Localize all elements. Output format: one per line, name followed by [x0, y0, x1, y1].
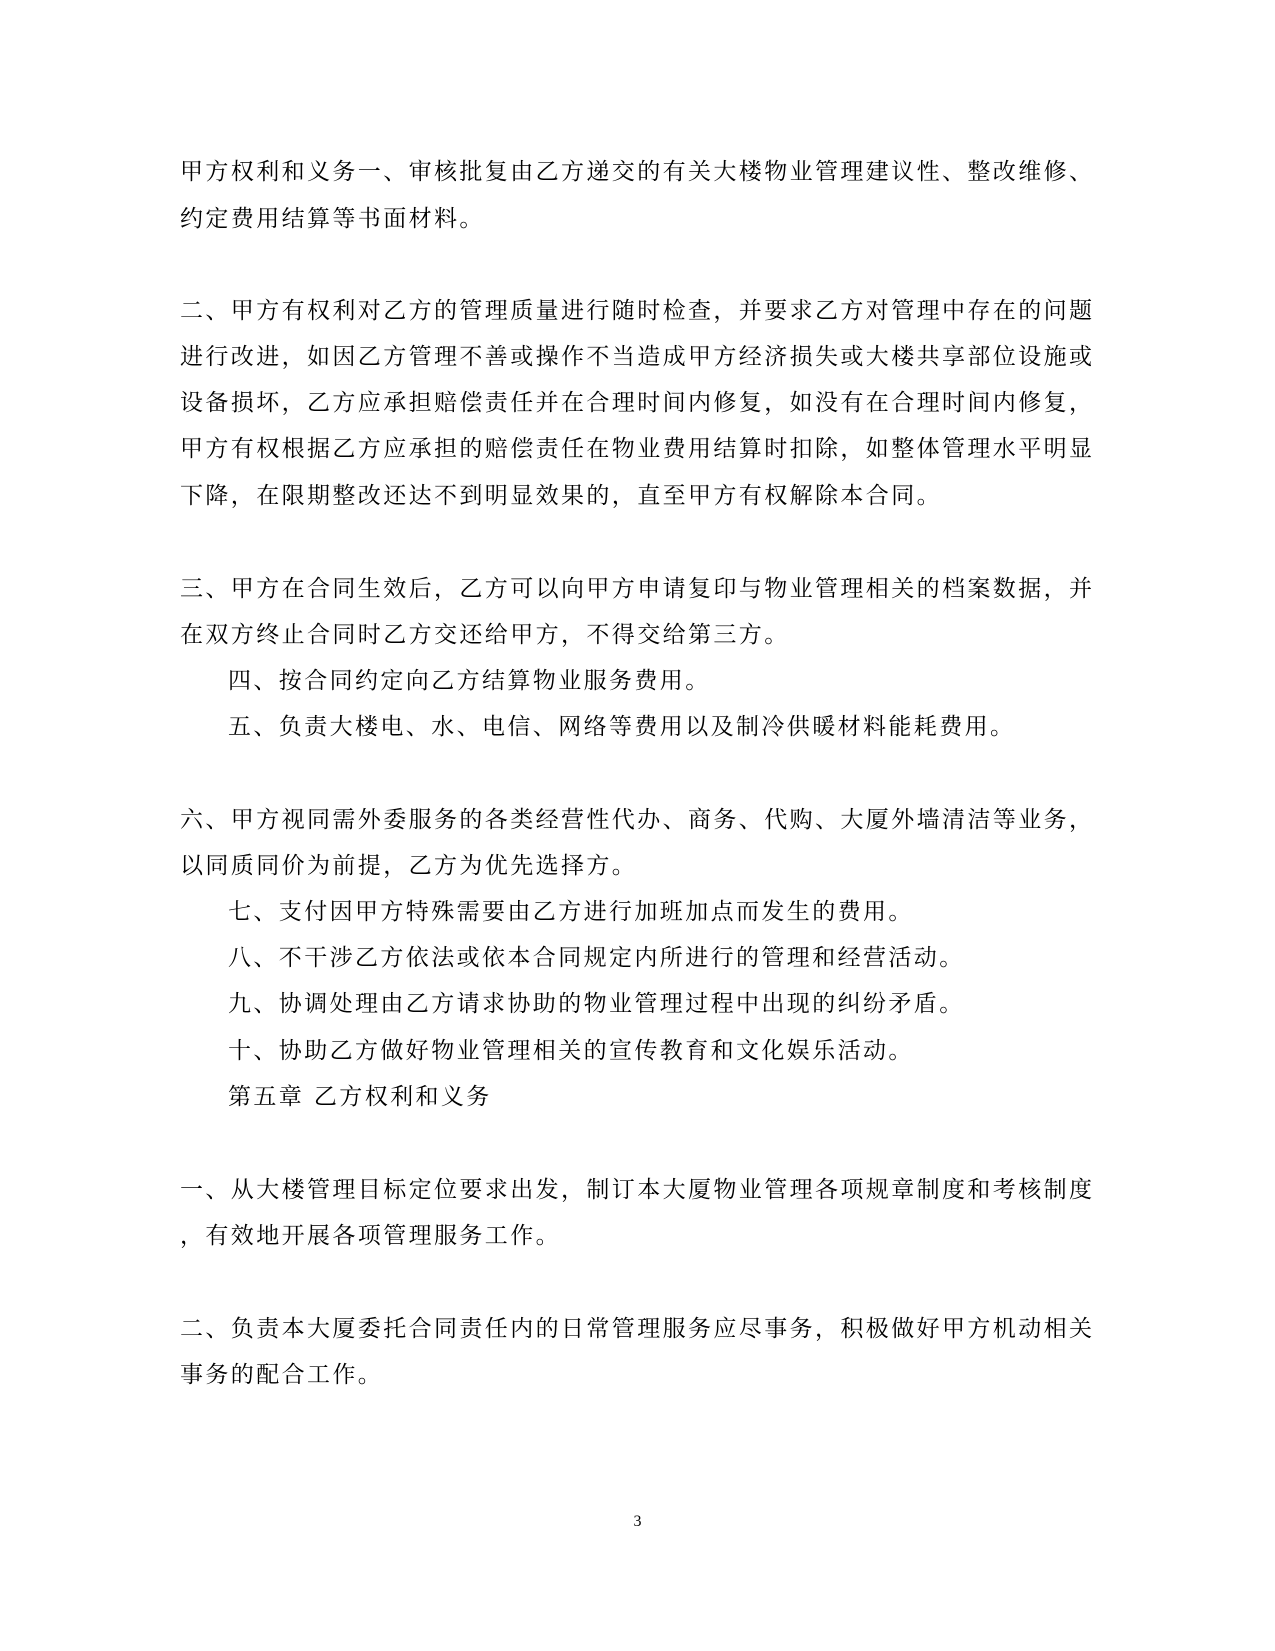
text-line: 事务的配合工作。: [180, 1362, 384, 1388]
text-line: 二、负责本大厦委托合同责任内的日常管理服务应尽事务，积极做好甲方机动相关: [180, 1316, 1095, 1342]
text-line: 六、甲方视同需外委服务的各类经营性代办、商务、代购、大厦外墙清洁等业务，: [180, 807, 1095, 833]
text-line: 以同质同价为前提，乙方为优先选择方。: [180, 853, 638, 879]
text-line: 五、负责大楼电、水、电信、网络等费用以及制冷供暖材料能耗费用。: [228, 714, 1016, 740]
text-line: ，有效地开展各项管理服务工作。: [180, 1223, 561, 1249]
text-line: 约定费用结算等书面材料。: [180, 206, 485, 232]
text-line: 三、甲方在合同生效后，乙方可以向甲方申请复印与物业管理相关的档案数据，并: [180, 576, 1095, 602]
chapter-heading: 第五章 乙方权利和义务: [228, 1084, 492, 1110]
text-line: 甲方权利和义务一、审核批复由乙方递交的有关大楼物业管理建议性、整改维修、: [180, 159, 1095, 185]
text-line: 四、按合同约定向乙方结算物业服务费用。: [228, 668, 711, 694]
text-line: 十、协助乙方做好物业管理相关的宣传教育和文化娱乐活动。: [228, 1038, 914, 1064]
text-line: 七、支付因甲方特殊需要由乙方进行加班加点而发生的费用。: [228, 899, 914, 925]
text-line: 在双方终止合同时乙方交还给甲方，不得交给第三方。: [180, 622, 790, 648]
text-line: 二、甲方有权利对乙方的管理质量进行随时检查，并要求乙方对管理中存在的问题: [180, 298, 1095, 324]
text-line: 九、协调处理由乙方请求协助的物业管理过程中出现的纠纷矛盾。: [228, 991, 965, 1017]
text-line: 进行改进，如因乙方管理不善或操作不当造成甲方经济损失或大楼共享部位设施或: [180, 344, 1095, 370]
text-line: 八、不干涉乙方依法或依本合同规定内所进行的管理和经营活动。: [228, 945, 965, 971]
text-line: 设备损坏，乙方应承担赔偿责任并在合理时间内修复，如没有在合理时间内修复，: [180, 390, 1095, 416]
page-number: 3: [633, 1513, 642, 1530]
text-line: 一、从大楼管理目标定位要求出发，制订本大厦物业管理各项规章制度和考核制度: [180, 1177, 1095, 1203]
text-line: 下降，在限期整改还达不到明显效果的，直至甲方有权解除本合同。: [180, 483, 942, 509]
text-line: 甲方有权根据乙方应承担的赔偿责任在物业费用结算时扣除，如整体管理水平明显: [180, 436, 1095, 462]
